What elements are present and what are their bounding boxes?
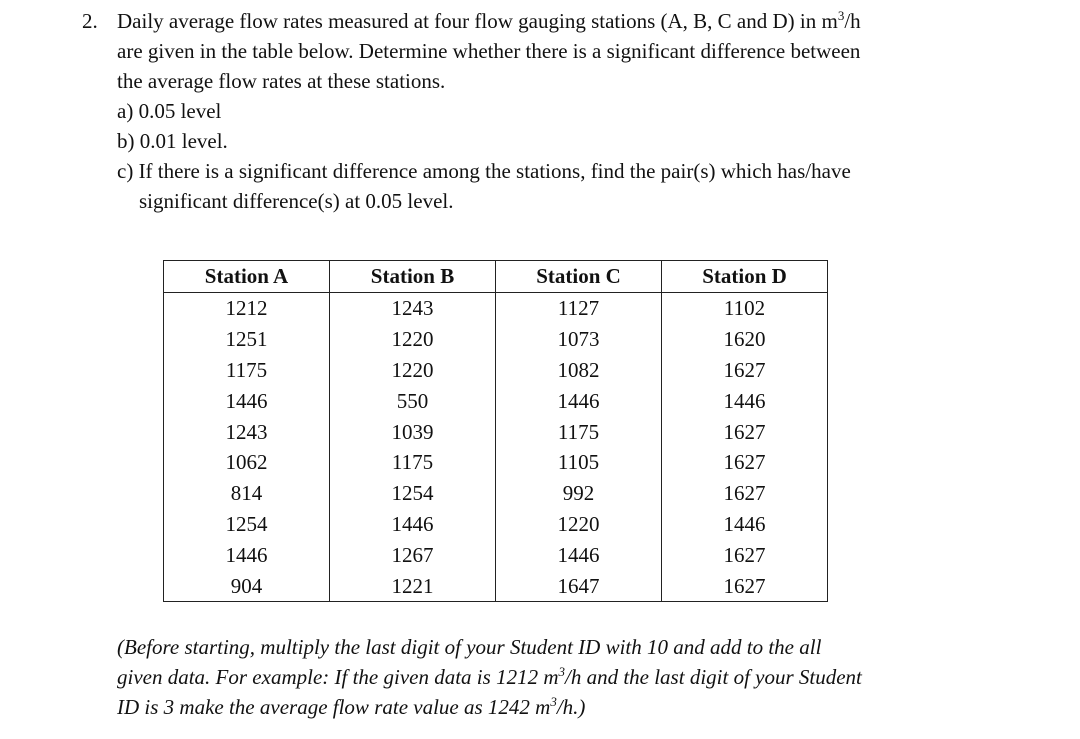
table-cell: 1446 xyxy=(330,509,496,540)
table-cell: 1062 xyxy=(164,447,330,478)
table-row xyxy=(164,293,828,324)
student-id-note xyxy=(117,632,967,722)
table-cell: 1175 xyxy=(330,447,496,478)
table-cell: 1251 xyxy=(164,324,330,355)
note-line-3 xyxy=(117,692,967,722)
table-cell: 1221 xyxy=(330,570,496,601)
table-header-row xyxy=(164,261,828,293)
table-cell: 1254 xyxy=(330,478,496,509)
question-line-1 xyxy=(82,6,962,36)
table-cell: 1073 xyxy=(496,324,662,355)
table-row xyxy=(164,447,828,478)
table-row xyxy=(164,324,828,355)
table-cell: 1127 xyxy=(496,293,662,324)
part-b: b) 0.01 level. xyxy=(117,129,228,153)
note-line-2 xyxy=(117,662,967,692)
table-cell: 1220 xyxy=(330,355,496,386)
note-text-2a: given data. For example: If the given data is 1212 m xyxy=(117,665,559,689)
table-cell: 1627 xyxy=(662,416,828,447)
table-cell: 1105 xyxy=(496,447,662,478)
header-station-d: Station D xyxy=(662,261,828,293)
table-cell: 1267 xyxy=(330,539,496,570)
unit-superscript: 3 xyxy=(837,8,845,23)
table-cell: 904 xyxy=(164,570,330,601)
table-cell: 1082 xyxy=(496,355,662,386)
header-station-a: Station A xyxy=(164,261,330,293)
table-row xyxy=(164,355,828,386)
table-cell: 1243 xyxy=(164,416,330,447)
note-line-1: (Before starting, multiply the last digit of your Student ID with 10 and add to the all xyxy=(117,635,822,659)
table-cell: 1254 xyxy=(164,509,330,540)
table-cell: 814 xyxy=(164,478,330,509)
table-cell: 1243 xyxy=(330,293,496,324)
table-cell: 1627 xyxy=(662,570,828,601)
table-row xyxy=(164,478,828,509)
table-row xyxy=(164,509,828,540)
table-cell: 1220 xyxy=(330,324,496,355)
table-cell: 1102 xyxy=(662,293,828,324)
question-line-3: the average flow rates at these stations. xyxy=(117,69,446,93)
part-c-line-1: c) If there is a significant difference among the stations, find the pair(s) which has/have xyxy=(117,159,851,183)
table-cell: 1446 xyxy=(496,539,662,570)
table-cell: 1175 xyxy=(164,355,330,386)
question-text-1a: Daily average flow rates measured at four flow gauging stations (A, B, C and D) in m xyxy=(117,9,838,33)
header-station-b: Station B xyxy=(330,261,496,293)
table-row xyxy=(164,416,828,447)
table-row xyxy=(164,570,828,601)
question-number: 2. xyxy=(82,9,98,33)
unit-superscript: 3 xyxy=(550,694,557,709)
table-cell: 1446 xyxy=(662,385,828,416)
table-cell: 1212 xyxy=(164,293,330,324)
problem-statement xyxy=(82,6,962,216)
header-station-c: Station C xyxy=(496,261,662,293)
table-cell: 1446 xyxy=(164,539,330,570)
part-a: a) 0.05 level xyxy=(117,99,222,123)
table-row xyxy=(164,385,828,416)
question-line-2: are given in the table below. Determine whether there is a significant difference between xyxy=(117,39,861,63)
table-cell: 550 xyxy=(330,385,496,416)
table-cell: 1627 xyxy=(662,355,828,386)
table-row xyxy=(164,539,828,570)
flow-rate-table xyxy=(163,260,828,602)
table-cell: 1627 xyxy=(662,539,828,570)
table-cell: 1446 xyxy=(164,385,330,416)
table-cell: 1446 xyxy=(662,509,828,540)
note-text-3a: ID is 3 make the average flow rate value as 1242 m xyxy=(117,695,551,719)
table-cell: 1647 xyxy=(496,570,662,601)
table-cell: 1446 xyxy=(496,385,662,416)
table-cell: 1620 xyxy=(662,324,828,355)
question-text-1b: /h xyxy=(844,9,861,33)
table-cell: 1175 xyxy=(496,416,662,447)
table-cell: 1627 xyxy=(662,447,828,478)
note-text-3b: /h.) xyxy=(556,695,586,719)
table-cell: 1039 xyxy=(330,416,496,447)
table-cell: 1220 xyxy=(496,509,662,540)
table-cell: 1627 xyxy=(662,478,828,509)
note-text-2b: /h and the last digit of your Student xyxy=(564,665,862,689)
part-c-line-2: significant difference(s) at 0.05 level. xyxy=(139,189,454,213)
unit-superscript: 3 xyxy=(558,664,565,679)
table-cell: 992 xyxy=(496,478,662,509)
